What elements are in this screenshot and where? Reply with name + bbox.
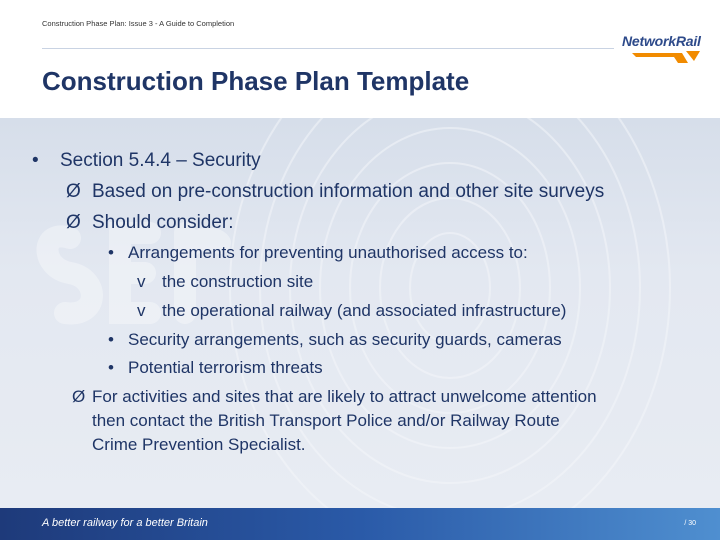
arrow-bullet-icon: Ø bbox=[66, 212, 81, 233]
bullet-marker: • bbox=[108, 243, 114, 262]
page-number: / 30 bbox=[684, 520, 696, 527]
bullet-marker: • bbox=[108, 330, 114, 349]
list-item: Should consider: bbox=[92, 212, 234, 233]
list-item: Based on pre-construction information and other site surveys bbox=[92, 181, 605, 202]
list-item: Potential terrorism threats bbox=[128, 358, 323, 377]
logo-text: NetworkRail bbox=[622, 33, 701, 49]
list-item: For activities and sites that are likely to attract unwelcome attention bbox=[92, 387, 597, 406]
bullet-marker: • bbox=[32, 150, 39, 171]
document-title: Construction Phase Plan: Issue 3 - A Guide to Completion bbox=[42, 19, 235, 28]
diamond-bullet-icon: v bbox=[137, 301, 146, 320]
list-item-continuation: Crime Prevention Specialist. bbox=[92, 435, 306, 454]
footer-tagline: A better railway for a better Britain bbox=[42, 517, 208, 529]
page-title: Construction Phase Plan Template bbox=[42, 66, 470, 96]
arrow-bullet-icon: Ø bbox=[66, 181, 81, 202]
bullet-marker: • bbox=[108, 358, 114, 377]
diamond-bullet-icon: v bbox=[137, 272, 146, 291]
arrow-bullet-icon: Ø bbox=[72, 387, 86, 406]
list-item-continuation: then contact the British Transport Police and/or Railway Route bbox=[92, 411, 560, 430]
section-heading: Section 5.4.4 – Security bbox=[60, 150, 261, 171]
list-item: Arrangements for preventing unauthorised access to: bbox=[128, 243, 528, 262]
list-item: the operational railway (and associated infrastructure) bbox=[162, 301, 567, 320]
list-item: the construction site bbox=[162, 272, 314, 291]
footer-bar bbox=[0, 508, 720, 540]
list-item: Security arrangements, such as security guards, cameras bbox=[128, 330, 562, 349]
